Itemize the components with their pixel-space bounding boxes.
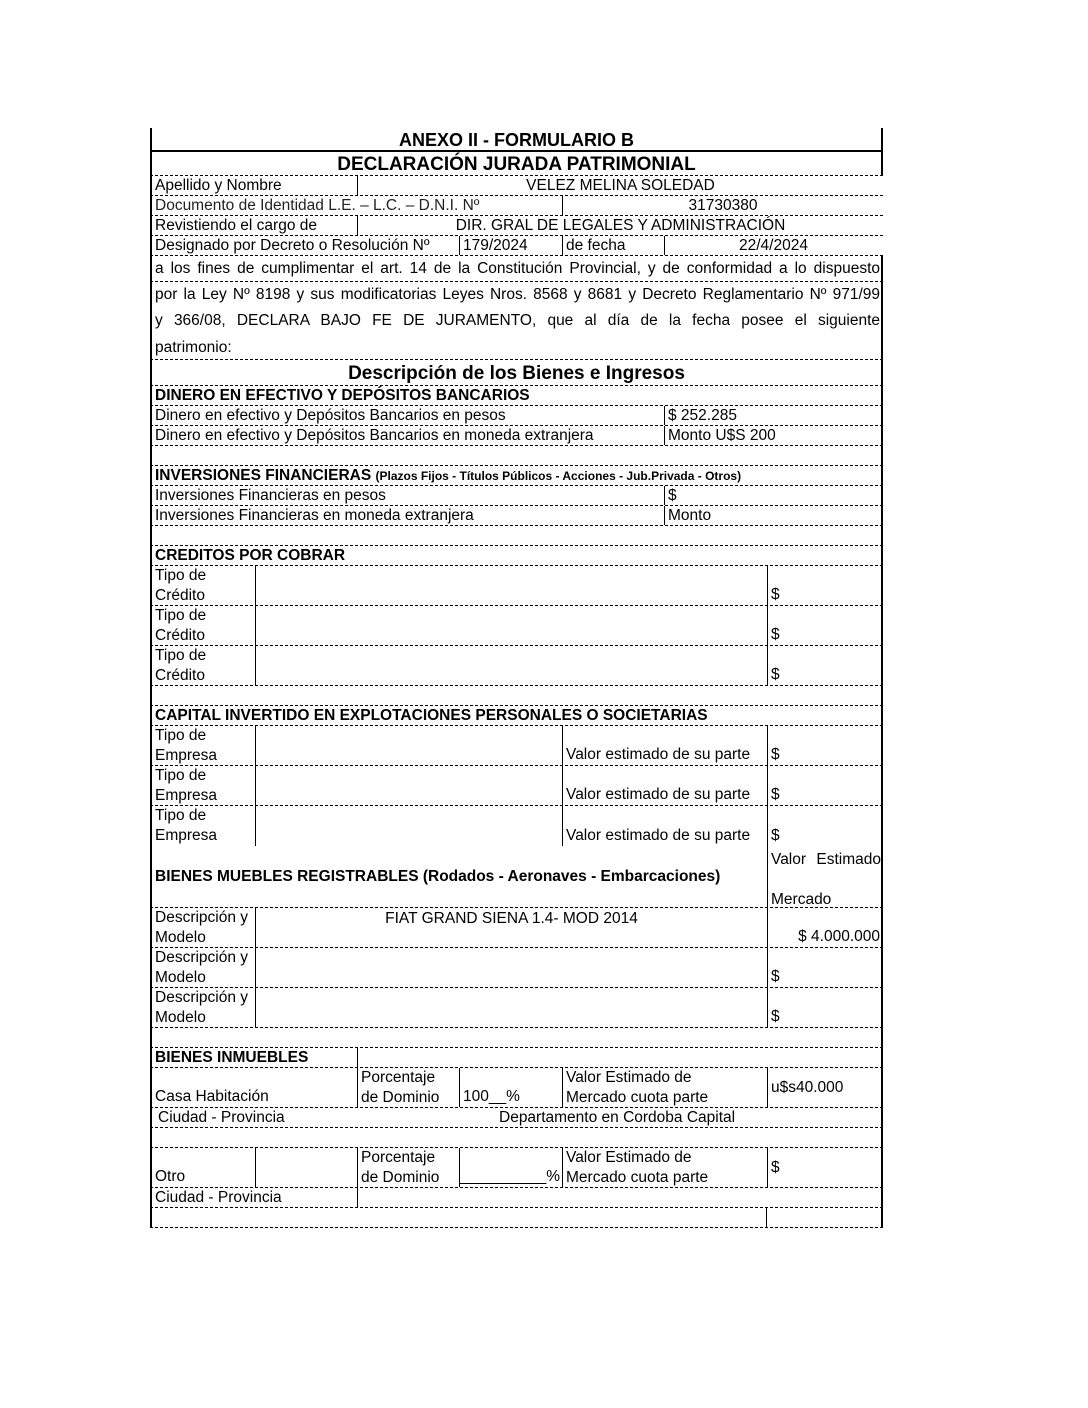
company-type-field[interactable]	[255, 806, 562, 846]
credit-type-field[interactable]	[255, 566, 767, 605]
investments-pesos-field[interactable]: $	[664, 486, 881, 505]
company-type-label: Tipo de Empresa	[155, 767, 218, 804]
estimate-label: Valor estimado de su parte	[566, 827, 751, 844]
capital-value-field[interactable]	[767, 726, 881, 765]
spacer-row	[150, 1028, 883, 1048]
other-city-row	[150, 1188, 883, 1208]
estimate-label: Valor estimado de su parte	[566, 746, 751, 763]
ownership-label-line-1: Porcentaje	[361, 1149, 436, 1166]
other-value-field[interactable]	[767, 1148, 881, 1187]
other-city-label: Ciudad - Provincia	[155, 1189, 282, 1206]
market-label-line-1: Valor Estimado de	[566, 1069, 692, 1086]
capital-value-field[interactable]	[767, 806, 881, 846]
real-estate-heading: BIENES INMUEBLES	[155, 1049, 309, 1066]
value-header-line-1: Valor Estimado	[771, 851, 881, 868]
name-row	[150, 176, 883, 196]
credit-value: $	[771, 666, 780, 683]
home-label: Casa Habitación	[155, 1088, 269, 1105]
spacer-row	[150, 446, 883, 466]
vehicle-row	[150, 988, 883, 1028]
credit-value: $	[771, 626, 780, 643]
document-field[interactable]: 31730380	[562, 196, 883, 215]
estimate-label-cell	[562, 766, 767, 805]
vehicle-description-field[interactable]	[255, 988, 767, 1027]
investments-pesos-label: Inversiones Financieras en pesos	[155, 487, 386, 504]
other-ownership-label	[357, 1148, 459, 1187]
other-city-field[interactable]	[357, 1188, 881, 1207]
decree-field[interactable]: 179/2024	[459, 236, 562, 255]
other-ownership-field[interactable]	[459, 1148, 562, 1187]
home-market-label	[562, 1068, 767, 1107]
vehicle-value-field[interactable]	[767, 988, 881, 1027]
vehicle-description-label: Descripción y Modelo	[155, 989, 249, 1026]
capital-value-field[interactable]	[767, 766, 881, 805]
credits-heading-row	[150, 546, 883, 566]
capital-row	[150, 726, 883, 766]
home-city-field[interactable]: Departamento en Cordoba Capital	[499, 1109, 736, 1126]
investments-heading: INVERSIONES FINANCIERAS	[155, 467, 372, 484]
capital-heading: CAPITAL INVERTIDO EN EXPLOTACIONES PERSONALES O SOCIETARIAS	[155, 707, 708, 724]
other-description-field[interactable]	[255, 1148, 357, 1187]
vehicles-heading: BIENES MUEBLES REGISTRABLES (Rodados - Aeronaves - Embarcaciones)	[155, 867, 721, 885]
investments-foreign-label: Inversiones Financieras en moneda extranjera	[155, 507, 474, 524]
credit-type-label: Tipo de Crédito	[155, 567, 207, 604]
declaration-text-3: y 366/08, DECLARA BAJO FE DE JURAMENTO, que al día de la fecha posee el siguiente	[155, 312, 880, 329]
credit-type-label: Tipo de Crédito	[155, 647, 207, 684]
document-row	[150, 196, 883, 216]
investments-heading-note: (Plazos Fijos - Títulos Públicos - Acciones - Jub.Privada - Otros)	[375, 469, 742, 483]
vehicle-value: $	[771, 1008, 780, 1025]
capital-value: $	[771, 746, 780, 763]
cash-pesos-field[interactable]: $ 252.285	[664, 406, 881, 425]
date-label: de fecha	[562, 236, 664, 255]
real-estate-heading-blank	[357, 1048, 881, 1067]
declaration-line-1	[150, 256, 883, 282]
home-value-field[interactable]	[767, 1068, 881, 1107]
declaration-line-4	[150, 334, 883, 360]
value-header-line-2: Mercado	[771, 891, 832, 907]
market-label-line-2: Mercado cuota parte	[566, 1169, 709, 1186]
vehicle-description-field[interactable]	[255, 948, 767, 987]
annex-title: ANEXO II - FORMULARIO B	[399, 130, 634, 150]
home-ownership-label	[357, 1068, 459, 1107]
name-label: Apellido y Nombre	[155, 177, 282, 194]
position-row	[150, 216, 883, 236]
investments-heading-cell	[152, 466, 881, 485]
declaration-text-2: por la Ley Nº 8198 y sus modificatorias Leyes Nros. 8568 y 8681 y Decreto Reglamentario Nº 971/99	[155, 286, 880, 303]
credit-row	[150, 566, 883, 606]
credit-value-field[interactable]	[767, 566, 881, 605]
credits-heading: CREDITOS POR COBRAR	[155, 547, 346, 564]
capital-value: $	[771, 786, 780, 803]
section-title-row	[150, 360, 883, 386]
declaration-form	[150, 128, 883, 1228]
vehicle-description-field[interactable]: FIAT GRAND SIENA 1.4- MOD 2014	[255, 908, 767, 947]
vehicle-description-label: Descripción y Modelo	[155, 949, 249, 986]
home-label-cell	[152, 1068, 357, 1107]
decree-label: Designado por Decreto o Resolución Nº	[155, 237, 430, 254]
company-type-field[interactable]	[255, 766, 562, 805]
other-market-label	[562, 1148, 767, 1187]
company-type-label: Tipo de Empresa	[155, 807, 218, 844]
credit-type-field[interactable]	[255, 606, 767, 645]
credit-value: $	[771, 586, 780, 603]
other-label: Otro	[155, 1168, 186, 1185]
vehicles-heading-row	[150, 846, 883, 908]
real-estate-heading-row	[150, 1048, 883, 1068]
position-label: Revistiendo el cargo de	[155, 217, 317, 234]
cash-pesos-row	[150, 406, 883, 426]
credit-value-field[interactable]	[767, 606, 881, 645]
home-ownership: 100__%	[463, 1088, 520, 1105]
closing-row	[150, 1208, 883, 1228]
ownership-label-line-2: de Dominio	[361, 1089, 440, 1106]
cash-foreign-row	[150, 426, 883, 446]
document-label: Documento de Identidad L.E. – L.C. – D.N.I. Nº	[155, 197, 480, 214]
credit-value-field[interactable]	[767, 646, 881, 685]
page-title: DECLARACIÓN JURADA PATRIMONIAL	[337, 154, 696, 175]
credit-type-label: Tipo de Crédito	[155, 607, 207, 644]
cash-pesos-label: Dinero en efectivo y Depósitos Bancarios en pesos	[155, 407, 506, 424]
position-field[interactable]: DIR. GRAL DE LEGALES Y ADMINISTRACIÓN	[357, 216, 883, 235]
spacer-row	[150, 686, 883, 706]
capital-row	[150, 806, 883, 846]
credit-row	[150, 646, 883, 686]
other-value: $	[771, 1158, 780, 1176]
home-city-row	[150, 1108, 883, 1128]
investments-heading-row	[150, 466, 883, 486]
declaration-text-4: patrimonio:	[155, 339, 232, 356]
investments-foreign-row	[150, 506, 883, 526]
investments-foreign-field[interactable]: Monto	[664, 506, 881, 525]
decree-row	[150, 236, 883, 256]
declaration-text-1: a los fines de cumplimentar el art. 14 de la Constitución Provincial, y de conformidad a lo dispuesto	[155, 260, 880, 277]
credit-row	[150, 606, 883, 646]
home-ownership-field[interactable]	[459, 1068, 562, 1107]
home-city-label: Ciudad - Provincia	[158, 1109, 285, 1126]
vehicle-value-field[interactable]	[767, 948, 881, 987]
cash-heading-row	[150, 386, 883, 406]
ownership-label-line-2: de Dominio	[361, 1169, 440, 1186]
capital-row	[150, 766, 883, 806]
capital-value: $	[771, 827, 780, 844]
vehicles-heading-cell	[152, 846, 767, 907]
investments-pesos-row	[150, 486, 883, 506]
vehicle-row	[150, 908, 883, 948]
vehicle-value: $	[771, 968, 780, 985]
closing-cell-left	[152, 1208, 767, 1227]
annex-row	[150, 128, 883, 152]
name-field[interactable]: VELEZ MELINA SOLEDAD	[357, 176, 883, 195]
vehicle-value-field[interactable]	[767, 908, 881, 947]
credit-type-field[interactable]	[255, 646, 767, 685]
declaration-line-2	[150, 282, 883, 308]
spacer-row	[150, 526, 883, 546]
vehicles-value-header	[767, 846, 881, 907]
other-label-cell	[152, 1148, 255, 1187]
company-type-label: Tipo de Empresa	[155, 727, 218, 764]
capital-heading-row	[150, 706, 883, 726]
title-row	[150, 152, 883, 176]
vehicle-description-label: Descripción y Modelo	[155, 909, 249, 946]
market-label-line-1: Valor Estimado de	[566, 1149, 692, 1166]
vehicle-value: $ 4.000.000	[798, 928, 880, 945]
date-field[interactable]: 22/4/2024	[664, 236, 883, 255]
ownership-label-line-1: Porcentaje	[361, 1069, 436, 1086]
spacer-row	[150, 1128, 883, 1148]
company-type-field[interactable]	[255, 726, 562, 765]
other-row	[150, 1148, 883, 1188]
estimate-label: Valor estimado de su parte	[566, 786, 751, 803]
other-ownership: __________%	[460, 1168, 560, 1185]
estimate-label-cell	[562, 726, 767, 765]
cash-foreign-label: Dinero en efectivo y Depósitos Bancarios en moneda extranjera	[155, 427, 594, 444]
section-title: Descripción de los Bienes e Ingresos	[348, 363, 685, 384]
estimate-label-cell	[562, 806, 767, 846]
declaration-line-3	[150, 308, 883, 334]
cash-foreign-field[interactable]: Monto U$S 200	[664, 426, 881, 445]
home-value: u$s40.000	[771, 1078, 844, 1096]
cash-heading: DINERO EN EFECTIVO Y DEPÓSITOS BANCARIOS	[155, 387, 530, 404]
vehicle-row	[150, 948, 883, 988]
market-label-line-2: Mercado cuota parte	[566, 1089, 709, 1106]
home-row	[150, 1068, 883, 1108]
